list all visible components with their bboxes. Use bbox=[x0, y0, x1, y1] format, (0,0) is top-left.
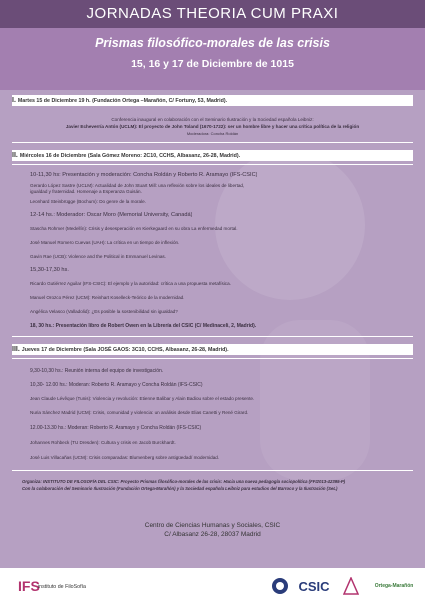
divider bbox=[12, 142, 413, 143]
program-line: José Manuel Romero Cuevas (UAH): La crítica en un tiempo de inflexión. bbox=[30, 240, 180, 245]
program-line: 10,30- 12.00 hs.: Moderan: Roberto R. Aramayo y Concha Roldán (IFS-CSIC) bbox=[30, 382, 203, 388]
section-line: Javier Echeverría Antón (UCLM): El proyecto de John Toland (1670-1722): ser un hombre libre y hacer una crítica política de la religión bbox=[65, 124, 360, 129]
divider bbox=[12, 358, 413, 359]
program-line: 12.00-13.30 hs.: Moderan: Roberto R. Aramayo y Concha Roldán (IFS-CSIC) bbox=[30, 425, 202, 431]
section-numeral: I. bbox=[12, 97, 16, 104]
venue-address: C/ Albasanz 26-28, 28037 Madrid bbox=[164, 531, 261, 538]
program-line: Ricardo Gutiérrez Aguilar (IFS-CSIC): El ejemplo y la autoridad: crítica a una propuesta metafísica. bbox=[30, 281, 231, 286]
program-line: Gavin Rae (UCB): Violence and the Political in Emmanuel Levinas. bbox=[30, 254, 167, 259]
program-line: Manuel Orozco Pérez (UCM): Reinhart Koselleck-Teórico de la modernidad. bbox=[30, 295, 185, 300]
ortega-maranon-logo: Ortega-Marañón bbox=[374, 583, 414, 589]
event-subtitle: Prismas filosófico-morales de las crisis bbox=[95, 36, 330, 50]
program-line: Johannes Rohbeck (TU Dresden): Cultura y crisis en Jacob Burckhardt. bbox=[30, 440, 176, 445]
program-line: 9,30-10,30 hs.: Reunión interna del equipo de investigación. bbox=[30, 368, 164, 374]
section-numeral: III. bbox=[12, 346, 20, 353]
program-line: 18, 30 hs.: Presentación libro de Robert Owen en la Librería del CSIC (C/ Medinaceli, 2, Madrid). bbox=[30, 323, 257, 329]
csic-logo: CSIC bbox=[298, 578, 330, 594]
venue-name: Centro de Ciencias Humanas y Sociales, CSIC bbox=[144, 522, 281, 529]
program-line: Leonhard Steinbrügge (Bochum): Do genre de la morale. bbox=[30, 199, 146, 204]
section-line: Moderadora: Concha Roldán bbox=[186, 131, 239, 136]
collaboration-note: Con la colaboración del Seminario Ilustración (Fundación Ortega-Marañón) y la Sociedad española Leibniz para estudios del Barroco y la Ilustración (SeL) bbox=[22, 486, 338, 491]
ifs-logo-text: instituto de FiloSofía bbox=[38, 584, 86, 590]
program-line: José Luis Villacañas (UCM): Crisis comparadas: Blumenberg sobre antigüedad/ modernidad. bbox=[30, 455, 220, 460]
program-line: Gerardo López Sastre (UCLM): Actualidad de John Stuart Mill: una reflexión sobre los ideales de libertad, bbox=[30, 183, 245, 188]
section-heading-1 bbox=[12, 95, 413, 106]
section-line: Conferencia inaugural en colaboración con el Seminario Ilustración y la Sociedad española Leibniz: bbox=[111, 117, 314, 122]
section-heading-3 bbox=[12, 344, 413, 355]
section-heading-2 bbox=[12, 150, 413, 161]
event-title: JORNADAS THEORIA CUM PRAXI bbox=[0, 0, 425, 28]
program-line: Jean Claude Lévêque (Tunis): Violencia y revolución: Etienne Balibar y Alain Badiou sobre el estado presente. bbox=[30, 396, 255, 401]
sel-logo-icon bbox=[340, 576, 362, 596]
organizer-note: Organiza: INSTITUTO DE FILOSOFÍA DEL CSIC: Proyecto Prismas filosófico-morales de las crisis: Hacia una nueva pedagogía sociopolítica (FFI2013-42395-P) bbox=[22, 479, 346, 484]
program-line: igualdad y fraternidad. Homenaje a Esperanza Guisán. bbox=[30, 189, 142, 194]
section-heading-text: Jueves 17 de Diciembre (Sala JOSÉ GAOS: 3C10, CCHS, Albasanz, 26-28, Madrid). bbox=[21, 347, 229, 353]
ifs-logo: IFS bbox=[18, 578, 40, 594]
program-line: 10-11,30 hs: Presentación y moderación: Concha Roldán y Roberto R. Aramayo (IFS-CSIC) bbox=[30, 172, 258, 178]
divider bbox=[12, 164, 413, 165]
section-numeral: II. bbox=[12, 152, 18, 159]
program-line: Angélica Velasco (Valladolid): ¿Es posible la sostenibilidad sin igualdad? bbox=[30, 309, 178, 314]
section-heading-text: Martes 15 de Diciembre 19 h. (Fundación Ortega –Marañón, C/ Fortuny, 53, Madrid). bbox=[17, 98, 228, 104]
section-heading-text: Miércoles 16 de Diciembre (Sala Gómez Moreno: 2C10, CCHS, Albasanz, 26-28, Madrid). bbox=[19, 153, 241, 159]
program-line: Stascha Rohmer (Medellín): Crisis y desesperación en Kierkegaard en su obra La enfermedad mortal. bbox=[30, 226, 238, 231]
divider bbox=[12, 336, 413, 337]
program-line: Nuria Sánchez Madrid (UCM): Crisis, comunidad y violencia: un análisis desde Elias Canetti y René Girard. bbox=[30, 410, 249, 415]
event-dates: 15, 16 y 17 de Diciembre de 1015 bbox=[131, 58, 294, 70]
program-line: 12-14 hs.: Moderador: Óscar Moro (Memorial University, Canadá) bbox=[30, 212, 193, 218]
program-line: 15,30-17,30 hs. bbox=[30, 267, 69, 273]
divider bbox=[12, 470, 413, 471]
sponsor-logos bbox=[0, 568, 425, 604]
globe-logo-icon bbox=[268, 576, 292, 596]
